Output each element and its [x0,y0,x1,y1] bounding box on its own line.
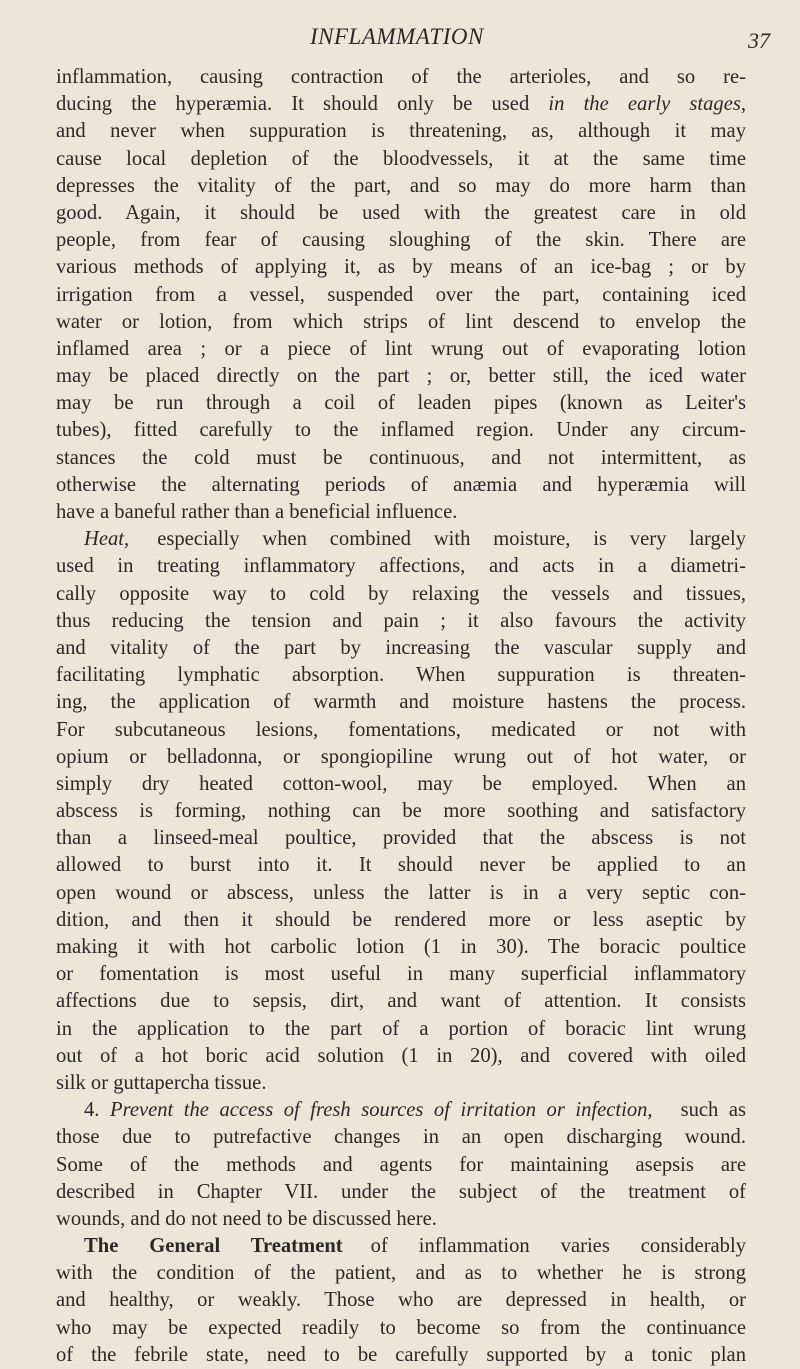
text-segment: good. Again, it should be used with the greatest care in old [56,201,746,224]
text-segment: especially when combined with moisture, is very largely [157,528,746,551]
text-segment: making it with hot carbolic lotion (1 in 30). The boracic poultice [56,936,746,958]
text-segment: otherwise the alternating periods of anæmia and hyperæmia will [56,473,746,496]
text-segment: cally opposite way to cold by relaxing the vessels and tissues, [56,582,746,605]
running-title: INFLAMMATION [310,24,484,49]
page-number: 37 [748,28,770,53]
text-segment: out of a hot boric acid solution (1 in 20), and covered with oiled [56,1044,746,1067]
text-segment: ducing the hyperæmia. It should only be used [56,93,549,116]
text-segment: than a linseed-meal poultice, provided that the abscess is not [56,827,746,850]
italic-text: in the early stages, [548,93,746,116]
text-line [56,1315,746,1342]
text-line [56,1179,746,1206]
text-line [56,1206,746,1233]
text-segment: ing, the application of warmth and moisture hastens the process. [56,691,746,714]
text-segment: silk or guttapercha tissue. [56,1071,267,1094]
text-segment: water or lotion, from which strips of lint descend to envelop the [56,310,746,333]
text-line [56,146,746,173]
text-line [56,1152,746,1179]
text-segment: may be placed directly on the part ; or, better still, the iced water [56,365,746,388]
text-line [56,499,746,526]
text-line [56,1260,746,1287]
text-segment: and healthy, or weakly. Those who are depressed in health, or [56,1289,746,1312]
text-line [56,173,746,200]
text-line [56,689,746,716]
text-segment: inflamed area ; or a piece of lint wrung out of evaporating lotion [56,337,746,360]
text-segment: and vitality of the part by increasing the vascular supply and [56,636,746,659]
text-segment: depresses the vitality of the part, and so may do more harm than [56,174,746,197]
text-segment: those due to putrefactive changes in an open discharging wound. [56,1126,746,1149]
text-segment: irrigation from a vessel, suspended over the part, containing iced [56,283,746,306]
text-line [56,1233,746,1260]
text-segment: have a baneful rather than a beneficial influence. [56,501,458,523]
text-line [56,91,746,118]
text-segment: in the application to the part of a portion of boracic lint wrung [56,1017,746,1040]
text-line [56,662,746,689]
text-segment: tubes), fitted carefully to the inflamed region. Under any circum- [56,419,746,442]
text-line [56,553,746,580]
text-line [56,798,746,825]
text-line [56,907,746,934]
text-segment: opium or belladonna, or spongiopiline wrung out of hot water, or [56,745,746,768]
text-segment: abscess is forming, nothing can be more soothing and satisfactory [56,800,746,823]
text-line [56,526,746,553]
text-segment: stances the cold must be continuous, and not intermittent, as [56,446,746,469]
text-line [56,309,746,336]
text-line [56,1342,746,1369]
text-line [56,825,746,852]
text-segment: such as [680,1099,747,1122]
text-segment: with the condition of the patient, and as to whether he is strong [56,1262,746,1285]
text-line [56,608,746,635]
text-segment: used in treating inflammatory affections, and acts in a diametri- [56,555,746,578]
text-segment [56,1235,84,1257]
text-segment: cause local depletion of the bloodvessels, it at the same time [56,147,746,170]
bold-heading: The General Treatment [84,1235,343,1258]
text-line [56,417,746,444]
text-segment: affections due to sepsis, dirt, and want of attention. It consists [56,990,746,1013]
text-line [56,227,746,254]
text-line [56,1043,746,1070]
text-segment: inflammation, causing contraction of the arterioles, and so re- [56,66,746,88]
text-line [56,934,746,961]
text-segment: may be run through a coil of leaden pipes (known as Leiter's [56,392,746,415]
text-line [56,744,746,771]
text-line [56,64,746,91]
running-head [0,22,800,52]
text-segment: or fomentation is most useful in many superficial inflammatory [56,963,746,986]
text-segment: wounds, and do not need to be discussed here. [56,1207,437,1230]
text-segment: and never when suppuration is threatening, as, although it may [56,120,746,143]
text-segment: dition, and then it should be rendered more or less aseptic by [56,908,746,931]
text-line [56,445,746,472]
text-line [56,390,746,417]
text-line [56,200,746,227]
text-line [56,880,746,907]
italic-text: Heat, [84,528,130,551]
text-segment: of inflammation varies considerably [370,1235,747,1258]
text-segment: people, from fear of causing sloughing of the skin. There are [56,229,746,252]
text-segment: allowed to burst into it. It should never be applied to an [56,854,746,877]
text-segment: who may be expected readily to become so from the continuance [56,1316,746,1339]
text-line [56,1070,746,1097]
text-line [56,988,746,1015]
text-segment: open wound or abscess, unless the latter is in a very septic con- [56,881,746,904]
text-segment [56,528,84,550]
text-line [56,1124,746,1151]
text-line [56,472,746,499]
text-segment: facilitating lymphatic absorption. When suppuration is threaten- [56,664,746,687]
text-line [56,1097,746,1124]
text-line [56,118,746,145]
text-line [56,1287,746,1314]
text-line [56,363,746,390]
text-line [56,771,746,798]
text-segment: of the febrile state, need to be carefully supported by a tonic plan [56,1343,746,1366]
text-segment: 4. [84,1099,110,1122]
text-line [56,581,746,608]
text-line [56,961,746,988]
text-segment: thus reducing the tension and pain ; it also favours the activity [56,609,746,632]
text-segment: For subcutaneous lesions, fomentations, medicated or not with [56,718,746,741]
text-line [56,254,746,281]
text-line [56,717,746,744]
text-line [56,852,746,879]
text-line [56,282,746,309]
italic-text: Prevent the access of fresh sources of irritation or infection, [109,1099,653,1122]
text-segment: various methods of applying it, as by means of an ice-bag ; or by [56,256,746,279]
text-segment: simply dry heated cotton-wool, may be employed. When an [56,772,746,795]
text-line [56,1016,746,1043]
text-line [56,336,746,363]
text-line [56,635,746,662]
text-segment: described in Chapter VII. under the subject of the treatment of [56,1180,746,1203]
text-segment: Some of the methods and agents for maintaining asepsis are [56,1153,746,1176]
body-text [56,64,746,1369]
